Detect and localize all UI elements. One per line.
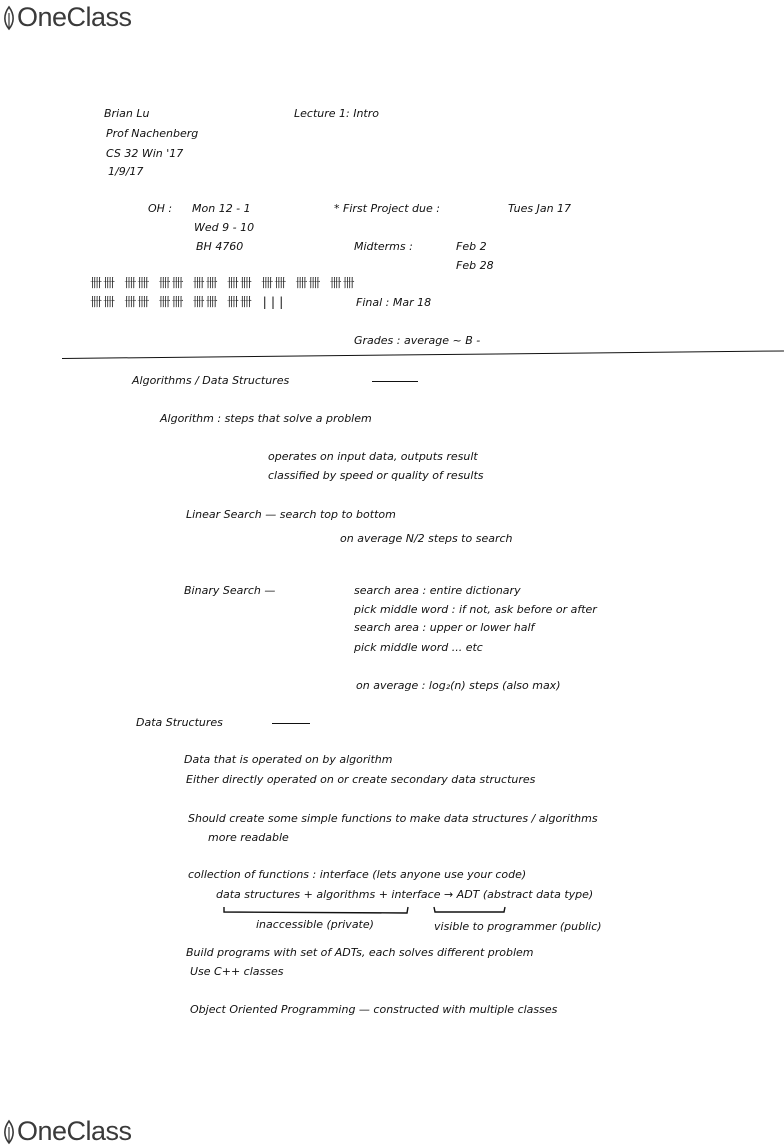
- visible-label: visible to programmer (public): [434, 920, 602, 933]
- data-structures-point: Data that is operated on by algorithm: [184, 753, 393, 766]
- oop-note: Object Oriented Programming — constructed with multiple classes: [190, 1003, 558, 1016]
- algorithm-point: operates on input data, outputs result: [268, 450, 478, 463]
- tally-marks-row: 卌卌 卌卌 卌卌 卌卌 卌卌 卌卌 卌卌 卌卌: [90, 276, 356, 290]
- data-structures-point: Either directly operated on or create secondary data structures: [186, 773, 536, 786]
- grades-info: Grades : average ~ B -: [354, 334, 481, 347]
- page-divider: [62, 350, 784, 359]
- algorithm-point: classified by speed or quality of results: [268, 469, 484, 482]
- office-hours-location: BH 4760: [196, 240, 244, 253]
- build-programs-note: Use C++ classes: [190, 965, 284, 978]
- binary-search-step: search area : upper or lower half: [354, 621, 535, 634]
- lecture-date: 1/9/17: [108, 165, 144, 178]
- heading-dash: [372, 381, 418, 382]
- binary-search-step: pick middle word : if not, ask before or after: [354, 603, 597, 616]
- author-name: Brian Lu: [104, 107, 150, 120]
- midterm-date: Feb 2: [456, 240, 487, 253]
- final-exam: Final : Mar 18: [356, 296, 432, 309]
- binary-search-average: on average : log₂(n) steps (also max): [356, 679, 561, 692]
- lecture-title: Lecture 1: Intro: [294, 107, 379, 120]
- underline-brackets: [222, 904, 512, 918]
- leaf-icon: [2, 5, 16, 31]
- midterms-label: Midterms :: [354, 240, 413, 253]
- build-programs-note: Build programs with set of ADTs, each solves different problem: [186, 946, 534, 959]
- binary-search: Binary Search —: [184, 584, 276, 597]
- office-hours-slot: Mon 12 - 1: [192, 202, 251, 215]
- logo-text: OneClass: [17, 2, 132, 32]
- inaccessible-label: inaccessible (private): [256, 918, 374, 931]
- binary-search-step: search area : entire dictionary: [354, 584, 521, 597]
- linear-search-average: on average N/2 steps to search: [340, 532, 513, 545]
- linear-search: Linear Search — search top to bottom: [186, 508, 396, 521]
- tally-marks-row: 卌卌 卌卌 卌卌 卌卌 卌卌 |||: [90, 295, 286, 309]
- first-project-date: Tues Jan 17: [508, 202, 572, 215]
- professor-name: Prof Nachenberg: [106, 127, 199, 140]
- data-structures-heading: Data Structures: [136, 716, 223, 729]
- oneclass-logo: [2, 1116, 132, 1147]
- first-project-label: * First Project due :: [334, 202, 440, 215]
- algorithm-definition: Algorithm : steps that solve a problem: [160, 412, 372, 425]
- simple-functions-note: more readable: [208, 831, 289, 844]
- course-name: CS 32 Win '17: [106, 147, 184, 160]
- leaf-icon: [2, 1119, 16, 1145]
- heading-dash: [272, 723, 310, 724]
- interface-note: collection of functions : interface (lets anyone use your code): [188, 868, 527, 881]
- adt-note: data structures + algorithms + interface → ADT (abstract data type): [216, 888, 594, 901]
- office-hours-label: OH :: [148, 202, 173, 215]
- oneclass-logo: [2, 2, 132, 33]
- logo-text: OneClass: [17, 1116, 132, 1146]
- binary-search-step: pick middle word ... etc: [354, 641, 483, 654]
- office-hours-slot: Wed 9 - 10: [194, 221, 255, 234]
- midterm-date: Feb 28: [456, 259, 494, 272]
- simple-functions-note: Should create some simple functions to make data structures / algorithms: [188, 812, 598, 825]
- section-heading: Algorithms / Data Structures: [132, 374, 290, 387]
